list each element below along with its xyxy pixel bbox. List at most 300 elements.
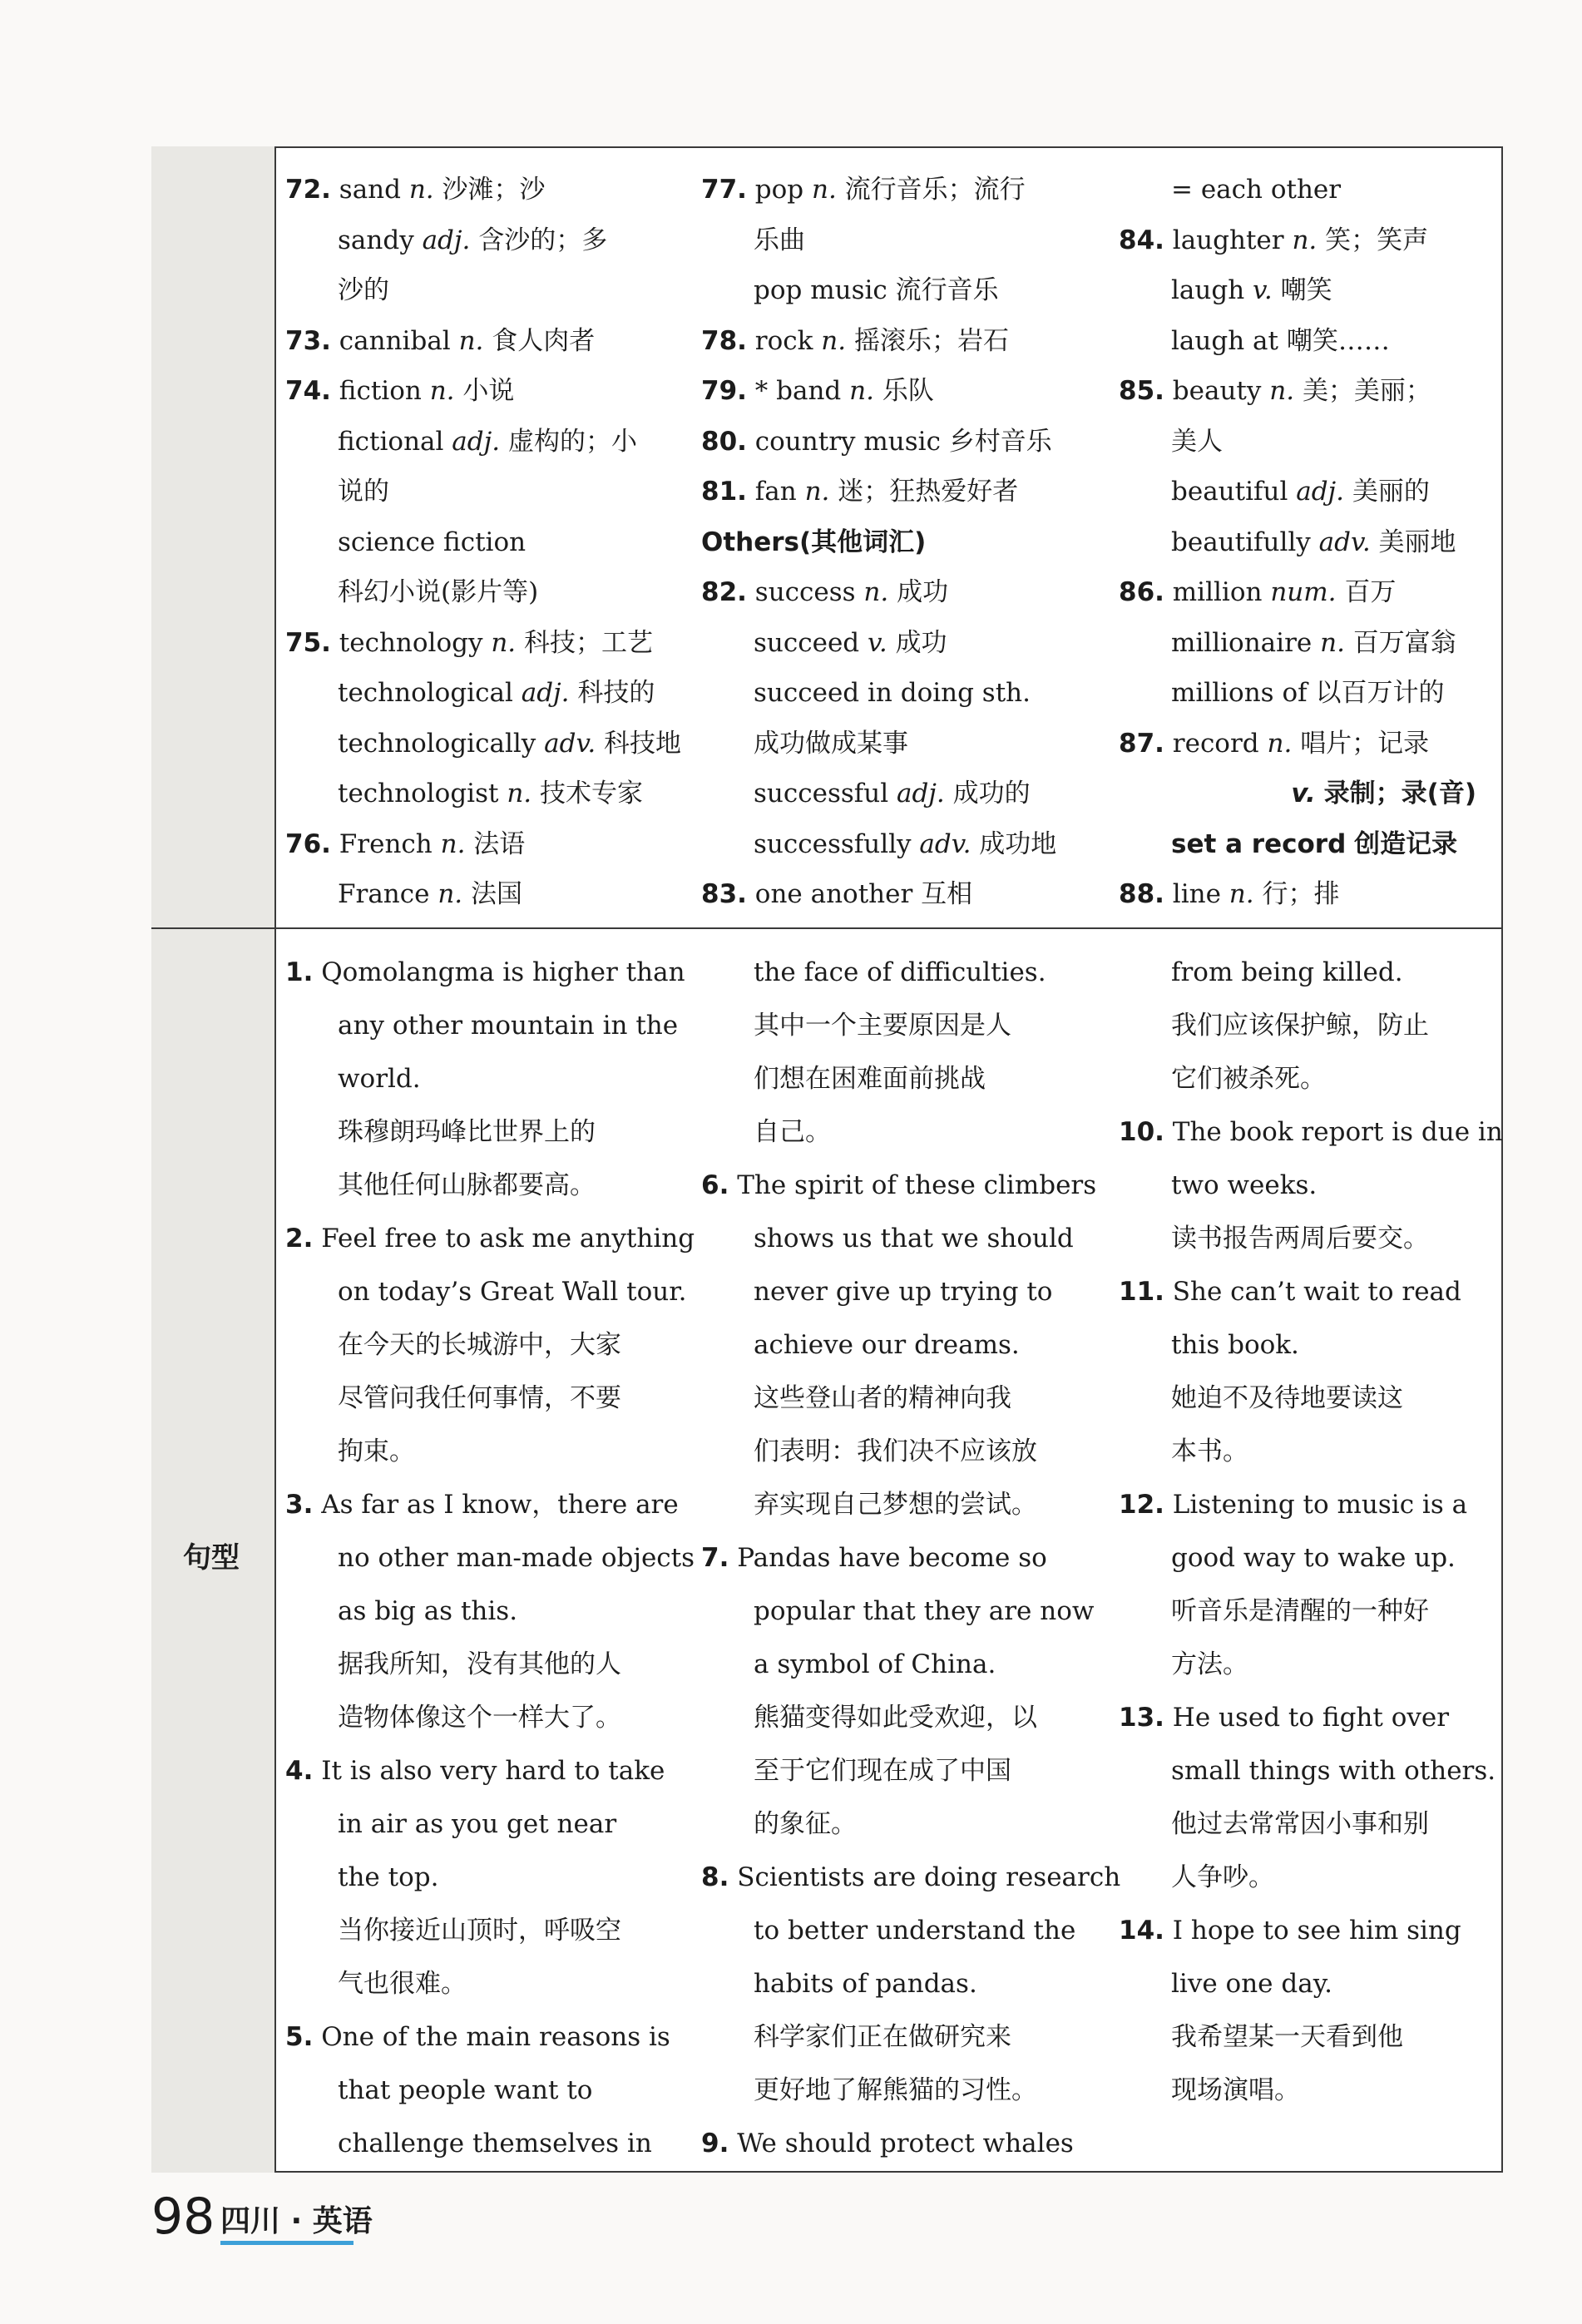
sentence-text: 弃实现自己梦想的尝试。 — [754, 1490, 1037, 1520]
chinese-meaning: 成功做成某事 — [754, 728, 908, 759]
sentence-text: shows us that we should — [754, 1224, 1074, 1253]
sentence-line — [1119, 1052, 1489, 1105]
sentence-number: 12. — [1119, 1490, 1164, 1520]
footer-title: 四川 · 英语 — [220, 2204, 373, 2238]
sentence-line — [285, 1744, 665, 1797]
sentence-text: 更好地了解熊猫的习性。 — [754, 2075, 1037, 2105]
chinese-meaning: 法语 — [473, 828, 526, 859]
sentence-text: live one day. — [1171, 1969, 1332, 1999]
vocab-line — [285, 668, 676, 719]
vocab-word: millionaire — [1171, 627, 1313, 658]
vocab-word: laugh at — [1171, 325, 1278, 356]
sentence-text: 这些登山者的精神向我 — [754, 1383, 1011, 1413]
chinese-meaning: 互相 — [921, 879, 973, 909]
vocab-word: fan — [754, 477, 797, 507]
sentence-line — [285, 1052, 660, 1105]
sentence-text: 其中一个主要原因是人 — [754, 1011, 1011, 1041]
vocab-word: pop — [754, 175, 804, 205]
vocab-word: set a record — [1171, 828, 1347, 859]
sentence-number: 2. — [285, 1224, 314, 1253]
sentence-text: 它们被杀死。 — [1171, 1064, 1326, 1094]
chinese-meaning: 乐曲 — [754, 225, 805, 255]
vocab-line — [285, 869, 676, 920]
sentence-line — [285, 1957, 660, 2010]
part-of-speech: n. — [440, 828, 466, 859]
sentence-number: 14. — [1119, 1916, 1164, 1946]
vocab-line — [1119, 769, 1485, 819]
sentence-text: She can’t wait to read — [1172, 1277, 1461, 1307]
sentence-text: 们想在困难面前挑战 — [754, 1064, 986, 1094]
vocab-line — [1119, 265, 1485, 316]
vocab-line — [285, 265, 676, 316]
vocab-word: millions of — [1171, 678, 1308, 708]
chinese-meaning: 嘲笑…… — [1286, 325, 1390, 356]
chinese-meaning: 沙的 — [338, 275, 389, 305]
chinese-meaning: 乡村音乐 — [948, 426, 1052, 457]
sentence-text: 至于它们现在成了中国 — [754, 1756, 1011, 1786]
sentence-line — [701, 1957, 1075, 2010]
vocab-line — [1119, 467, 1485, 517]
entry-number: 75. — [285, 627, 331, 658]
sentence-text: Scientists are doing research — [737, 1862, 1121, 1892]
sentence-text: Pandas have become so — [737, 1543, 1047, 1573]
sentence-line — [701, 1904, 1075, 1957]
part-of-speech: num. — [1270, 577, 1337, 607]
sentence-column-3 — [1119, 946, 1503, 2117]
chinese-meaning: 科幻小说(影片等) — [338, 577, 539, 607]
vocab-line — [285, 467, 676, 517]
entry-number: 82. — [701, 577, 747, 607]
sentence-line — [285, 1585, 660, 1638]
vocab-word: successfully — [754, 828, 912, 859]
sentence-line — [701, 2064, 1075, 2117]
vocab-line — [701, 567, 1100, 618]
sentence-line — [701, 1425, 1075, 1478]
chinese-meaning: 小说 — [462, 376, 515, 406]
sentence-line — [701, 1105, 1075, 1159]
sentence-text: The spirit of these climbers — [737, 1170, 1097, 1200]
vocab-line — [1119, 215, 1485, 266]
vocab-word: record — [1172, 728, 1259, 759]
sentence-text: two weeks. — [1171, 1170, 1318, 1200]
sentence-line — [285, 1372, 660, 1425]
part-of-speech: n. — [1229, 879, 1254, 909]
chinese-meaning: 科技地 — [604, 728, 682, 759]
part-of-speech: adv. — [1318, 527, 1371, 557]
sentence-line — [1119, 1744, 1496, 1797]
vocab-word: pop music — [754, 275, 887, 305]
chinese-meaning: 笑；笑声 — [1325, 225, 1429, 255]
sentence-line — [701, 1478, 1075, 1531]
section-label-sentence-patterns: 句型 — [183, 1541, 240, 1575]
chinese-meaning: 百万富翁 — [1352, 627, 1456, 658]
entry-number: 73. — [285, 325, 331, 356]
sentence-line — [1119, 1372, 1489, 1425]
entry-number: 79. — [701, 376, 747, 406]
sentence-line — [285, 1265, 687, 1318]
sentence-column-1 — [285, 946, 695, 2170]
sentence-text: One of the main reasons is — [321, 2022, 670, 2052]
vocab-word: succeed — [754, 627, 860, 658]
vocab-line — [285, 719, 682, 769]
part-of-speech: n. — [458, 325, 484, 356]
vocab-word: country music — [754, 426, 941, 457]
entry-number: 80. — [701, 426, 747, 457]
chinese-meaning: 含沙的；多 — [478, 225, 608, 255]
vocab-line — [1119, 869, 1485, 920]
vocab-word: France — [338, 879, 430, 909]
vocab-word: million — [1172, 577, 1263, 607]
chinese-meaning: 成功的 — [952, 779, 1031, 808]
sentence-text: habits of pandas. — [754, 1969, 977, 1999]
vocab-line — [701, 165, 1100, 215]
vocab-line — [1119, 165, 1485, 215]
sentence-line — [701, 1691, 1075, 1744]
vocab-line — [285, 215, 676, 266]
vocab-line — [285, 316, 676, 367]
sentence-line — [701, 1585, 1095, 1638]
vocab-word: technological — [338, 678, 513, 708]
sentence-line — [701, 2010, 1075, 2064]
vocab-column-1 — [285, 165, 682, 920]
sentence-line — [701, 1372, 1075, 1425]
vocab-column-3 — [1119, 165, 1485, 920]
vocab-word: sand — [339, 175, 401, 205]
sentence-text: never give up trying to — [754, 1277, 1053, 1307]
vocab-line — [701, 265, 1100, 316]
vocab-word: fictional — [338, 426, 444, 457]
sentence-text: 当你接近山顶时，呼吸空 — [338, 1916, 621, 1946]
vocab-line — [701, 215, 1100, 266]
entry-number: 81. — [701, 477, 747, 507]
sentence-line — [285, 1851, 660, 1904]
vocab-word: = each other — [1171, 175, 1342, 205]
sentence-line — [1119, 999, 1489, 1052]
sentence-number: 9. — [701, 2129, 729, 2158]
sentence-text: that people want to — [338, 2075, 593, 2105]
sentence-line — [1119, 1478, 1489, 1531]
vocab-word: one another — [754, 879, 913, 909]
vocab-line — [701, 719, 1100, 769]
part-of-speech: adj. — [452, 426, 501, 457]
part-of-speech: n. — [849, 376, 874, 406]
chinese-meaning: 食人肉者 — [492, 325, 596, 356]
sentence-line — [1119, 1904, 1489, 1957]
part-of-speech: n. — [1269, 376, 1295, 406]
vocab-word: * band — [754, 376, 842, 406]
vocab-line — [285, 819, 676, 870]
vocab-word: French — [339, 828, 433, 859]
sentence-line — [701, 1265, 1075, 1318]
sentence-text: in air as you get near — [338, 1809, 617, 1839]
vocab-word: science fiction — [338, 527, 527, 557]
chinese-meaning: 乐队 — [882, 376, 934, 406]
sentence-text: We should protect whales — [737, 2129, 1074, 2158]
chinese-meaning: 唱片；记录 — [1300, 728, 1430, 759]
sentence-line — [285, 1318, 660, 1372]
vocab-line — [285, 366, 676, 417]
sentence-line — [285, 1531, 695, 1585]
vocab-line — [1119, 366, 1485, 417]
sentence-text: It is also very hard to take — [321, 1756, 665, 1786]
entry-number: 72. — [285, 175, 331, 205]
vocab-line — [701, 517, 1100, 568]
chinese-meaning: 行；排 — [1262, 879, 1340, 909]
sentence-number: 7. — [701, 1543, 729, 1573]
part-of-speech: n. — [438, 879, 463, 909]
sentence-line — [701, 1531, 1075, 1585]
sentence-line — [1119, 1159, 1489, 1212]
entry-number: 84. — [1119, 225, 1164, 255]
vocab-line — [701, 366, 1100, 417]
vocab-line — [285, 567, 676, 618]
chinese-meaning: 说的 — [338, 477, 389, 507]
sentence-text: to better understand the — [754, 1916, 1076, 1946]
sentence-text: 我们应该保护鲸，防止 — [1171, 1011, 1429, 1041]
part-of-speech: adv. — [919, 828, 971, 859]
sentence-line — [285, 999, 679, 1052]
sentence-text: 熊猫变得如此受欢迎，以 — [754, 1703, 1037, 1733]
row-divider — [151, 927, 1503, 929]
sentence-line — [285, 1159, 660, 1212]
chinese-meaning: 百万 — [1344, 577, 1397, 607]
sentence-text: 我希望某一天看到他 — [1171, 2022, 1403, 2052]
vocab-word: beautifully — [1171, 527, 1311, 557]
sentence-text: 他过去常常因小事和别 — [1171, 1809, 1429, 1839]
sentence-line — [1119, 1318, 1489, 1372]
vocab-column-2 — [701, 165, 1100, 920]
sentence-text: achieve our dreams. — [754, 1330, 1020, 1360]
entry-number: 86. — [1119, 577, 1164, 607]
vocab-word: sandy — [338, 225, 414, 255]
entry-number: 76. — [285, 828, 331, 859]
sentence-line — [285, 1797, 660, 1851]
vocab-line — [1119, 567, 1485, 618]
vocab-line — [285, 769, 676, 819]
chinese-meaning: 技术专家 — [540, 779, 644, 808]
vocab-line — [285, 417, 676, 467]
sentence-text: 们表明：我们决不应该放 — [754, 1436, 1037, 1466]
part-of-speech: n. — [408, 175, 434, 205]
sentence-text: the top. — [338, 1862, 439, 1892]
sentence-text: as big as this. — [338, 1596, 518, 1626]
vocab-word: beauty — [1172, 376, 1262, 406]
vocab-line — [285, 165, 676, 215]
footer-accent-bar — [220, 2241, 353, 2245]
sentence-line — [285, 1212, 695, 1265]
sentence-text: 读书报告两周后要交。 — [1171, 1224, 1429, 1253]
sentence-number: 10. — [1119, 1117, 1164, 1147]
entry-number: 88. — [1119, 879, 1164, 909]
vocab-line — [1119, 668, 1485, 719]
vocab-line — [285, 517, 676, 568]
sentence-text: 科学家们正在做研究来 — [754, 2022, 1011, 2052]
vocab-word: line — [1172, 879, 1221, 909]
sentence-line — [701, 999, 1075, 1052]
sentence-text: 在今天的长城游中，大家 — [338, 1330, 621, 1360]
vocab-line — [701, 417, 1100, 467]
sentence-line — [701, 946, 1075, 999]
sentence-text: Listening to music is a — [1172, 1490, 1468, 1520]
sentence-line — [285, 2064, 660, 2117]
sentence-number: 13. — [1119, 1703, 1164, 1733]
vocab-word: rock — [754, 325, 813, 356]
sentence-line — [701, 1159, 1097, 1212]
part-of-speech: adv. — [544, 728, 596, 759]
sentence-column-2 — [701, 946, 1121, 2170]
part-of-speech: adj. — [896, 779, 945, 808]
sentence-text: 据我所知，没有其他的人 — [338, 1649, 621, 1679]
sentence-line — [701, 1212, 1075, 1265]
sentence-line — [701, 1851, 1121, 1904]
part-of-speech: n. — [812, 175, 837, 205]
part-of-speech: v. — [1291, 779, 1316, 808]
vocab-line — [1119, 719, 1485, 769]
chinese-meaning: 沙滩；沙 — [442, 175, 546, 205]
chinese-meaning: 美；美丽； — [1302, 376, 1431, 406]
sentence-text: the face of difficulties. — [754, 957, 1046, 987]
sentence-line — [285, 1105, 660, 1159]
chinese-meaning: 成功地 — [979, 828, 1057, 859]
sentence-line — [701, 1318, 1075, 1372]
chinese-meaning: 法国 — [471, 879, 523, 909]
vocab-heading: Others(其他词汇) — [701, 527, 927, 557]
part-of-speech: n. — [507, 779, 532, 808]
sentence-text: 本书。 — [1171, 1436, 1248, 1466]
part-of-speech: n. — [1267, 728, 1293, 759]
vocab-line — [701, 618, 1100, 669]
part-of-speech: n. — [491, 627, 517, 658]
sentence-text: from being killed. — [1171, 957, 1403, 987]
vocab-line — [1119, 618, 1485, 669]
sentence-line — [1119, 1531, 1489, 1585]
sentence-text: He used to fight over — [1172, 1703, 1450, 1733]
sentence-text: 其他任何山脉都要高。 — [338, 1170, 596, 1200]
sentence-text: a symbol of China. — [754, 1649, 996, 1679]
sentence-text: good way to wake up. — [1171, 1543, 1456, 1573]
part-of-speech: n. — [804, 477, 830, 507]
sentence-line — [285, 1478, 679, 1531]
sentence-line — [701, 1744, 1075, 1797]
part-of-speech: n. — [821, 325, 847, 356]
chinese-meaning: 创造记录 — [1354, 828, 1458, 859]
sentence-number: 11. — [1119, 1277, 1164, 1307]
entry-number: 83. — [701, 879, 747, 909]
chinese-meaning: 美丽的 — [1352, 477, 1430, 507]
chinese-meaning: 科技；工艺 — [524, 627, 654, 658]
page-number: 98 — [151, 2188, 215, 2246]
part-of-speech: n. — [1320, 627, 1345, 658]
part-of-speech: n. — [1292, 225, 1318, 255]
sentence-text: The book report is due in — [1172, 1117, 1503, 1147]
vocab-line — [285, 618, 676, 669]
vocab-line — [701, 869, 1100, 920]
chinese-meaning: 科技的 — [577, 678, 655, 708]
sentence-text: challenge themselves in — [338, 2129, 652, 2158]
sentence-number: 8. — [701, 1862, 729, 1892]
vocab-word: success — [754, 577, 856, 607]
entry-number: 87. — [1119, 728, 1164, 759]
sentence-text: 的象征。 — [754, 1809, 857, 1839]
chinese-meaning: 摇滚乐；岩石 — [853, 325, 1009, 356]
part-of-speech: adj. — [1296, 477, 1345, 507]
sentence-line — [1119, 2064, 1489, 2117]
chinese-meaning: 成功 — [895, 627, 947, 658]
sentence-text: any other mountain in the — [338, 1011, 679, 1041]
vocab-line — [1119, 417, 1485, 467]
sentence-text: no other man-made objects — [338, 1543, 695, 1573]
label-column — [151, 146, 276, 2173]
sentence-text: 尽管问我任何事情，不要 — [338, 1383, 621, 1413]
sentence-line — [1119, 1797, 1489, 1851]
sentence-line — [285, 1425, 660, 1478]
sentence-text: 自己。 — [754, 1117, 831, 1147]
sentence-line — [1119, 1265, 1489, 1318]
sentence-text: 造物体像这个一样大了。 — [338, 1703, 621, 1733]
sentence-line — [1119, 1957, 1489, 2010]
sentence-text: I hope to see him sing — [1172, 1916, 1461, 1946]
part-of-speech: adj. — [422, 225, 471, 255]
sentence-line — [285, 946, 685, 999]
vocab-word: beautiful — [1171, 477, 1288, 507]
vocab-word: succeed in doing sth. — [754, 678, 1031, 708]
sentence-text: world. — [338, 1064, 421, 1094]
sentence-line — [701, 1797, 1075, 1851]
vocab-word: cannibal — [339, 325, 451, 356]
sentence-line — [1119, 1212, 1489, 1265]
vocab-word: technologist — [338, 779, 499, 808]
vocab-line — [701, 819, 1100, 870]
sentence-text: As far as I know，there are — [321, 1490, 679, 1520]
sentence-text: Feel free to ask me anything — [321, 1224, 695, 1253]
sentence-line — [701, 1638, 1075, 1691]
vocab-line — [701, 316, 1100, 367]
sentence-line — [1119, 1691, 1489, 1744]
sentence-line — [1119, 2010, 1489, 2064]
sentence-line — [1119, 1105, 1503, 1159]
chinese-meaning: 成功 — [897, 577, 949, 607]
vocab-line — [701, 668, 1100, 719]
sentence-text: on today’s Great Wall tour. — [338, 1277, 687, 1307]
sentence-line — [285, 2010, 670, 2064]
part-of-speech: v. — [868, 627, 887, 658]
chinese-meaning: 嘲笑 — [1280, 275, 1332, 305]
vocab-line — [1119, 819, 1485, 870]
chinese-meaning: 以百万计的 — [1315, 678, 1445, 708]
sentence-line — [1119, 1851, 1489, 1904]
sentence-line — [1119, 1638, 1489, 1691]
entry-number: 77. — [701, 175, 747, 205]
sentence-line — [285, 1638, 660, 1691]
sentence-line — [285, 1691, 660, 1744]
sentence-text: 方法。 — [1171, 1649, 1248, 1679]
sentence-number: 1. — [285, 957, 314, 987]
sentence-text: 人争吵。 — [1171, 1862, 1274, 1892]
vocab-word: successful — [754, 779, 889, 808]
chinese-meaning: 录制；录(音) — [1323, 779, 1476, 808]
part-of-speech: v. — [1253, 275, 1273, 305]
vocab-line — [701, 769, 1100, 819]
sentence-text: 现场演唱。 — [1171, 2075, 1300, 2105]
sentence-line — [285, 2117, 660, 2170]
entry-number: 74. — [285, 376, 331, 406]
vocab-word: laughter — [1172, 225, 1284, 255]
sentence-text: 珠穆朗玛峰比世界上的 — [338, 1117, 596, 1147]
sentence-line — [1119, 1425, 1489, 1478]
sentence-text: this book. — [1171, 1330, 1299, 1360]
sentence-text: 听音乐是清醒的一种好 — [1171, 1596, 1429, 1626]
vocab-line — [701, 467, 1100, 517]
